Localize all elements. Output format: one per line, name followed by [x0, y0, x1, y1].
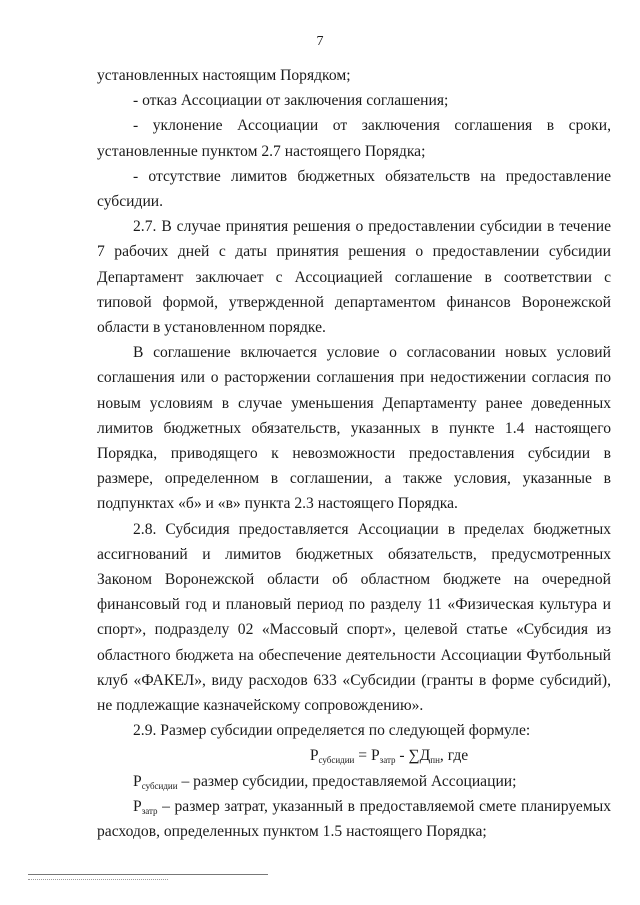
document-body — [97, 63, 611, 844]
footer-rule-dotted — [28, 879, 168, 880]
paragraph: 2.9. Размер субсидии определяется по следующей формуле: — [133, 722, 531, 740]
paragraph: - отказ Ассоциации от заключения соглашения; — [133, 92, 449, 110]
paragraph: 2.7. В случае принятия решения о предоставлении субсидии в течение 7 рабочих дней с даты принятия решения о предоставлении субсидии Департамент заключает с Ассоциацией соглашение в соответствии с типовой формой, утвержденной департаментом финансов Воронежской области в установленном порядке. — [97, 218, 611, 337]
paragraph: - отсутствие лимитов бюджетных обязательств на предоставление субсидии. — [97, 167, 611, 211]
formula: $Р_{субсидии} = Р_{затр} - \sum Д_{пн}$, где — [309, 747, 469, 766]
paragraph: установленных настоящим Порядком; — [97, 67, 351, 84]
page-number: 7 — [316, 34, 324, 49]
paragraph: 2.8. Субсидия предоставляется Ассоциации в пределах бюджетных ассигнований и лимитов бюджетных обязательств, предусмотренных Законом Воронежской области об областном бюджете на очередной финансовый год и плановый период по разделу 11 «Физическая культура и спорт», подразделу 02 «Массовый спорт», целевой статье «Субсидия из областного бюджета на обеспечение деятельности Ассоциации Футбольный клуб «ФАКЕЛ», виду расходов 633 «Субсидии (гранты в форме субсидий), не подлежащие казначейскому сопровождению». — [97, 520, 611, 715]
definition: $Р_{субсидии}$ – размер субсидии, предоставляемой Ассоциации; — [133, 772, 517, 791]
definition: $Р_{затр}$ – размер затрат, указанный в предоставляемой смете планируемых расходов, определенных пунктом 1.5 настоящего Порядка; — [97, 797, 611, 841]
paragraph: В соглашение включается условие о согласовании новых условий соглашения или о расторжении соглашения при недостижении согласия по новым условиям в случае уменьшения Департаменту ранее доведенных лимитов бюджетных обязательств, указанных в пункте 1.4 настоящего Порядка, приводящего к невозможности предоставления субсидии в размере, определенном в соглашении, а также условия, указанные в подпунктах «б» и «в» пункта 2.3 настоящего Порядка. — [97, 344, 611, 513]
footer-rule — [28, 874, 268, 875]
paragraph: - уклонение Ассоциации от заключения соглашения в сроки, установленные пунктом 2.7 настоящего Порядка; — [97, 117, 611, 160]
